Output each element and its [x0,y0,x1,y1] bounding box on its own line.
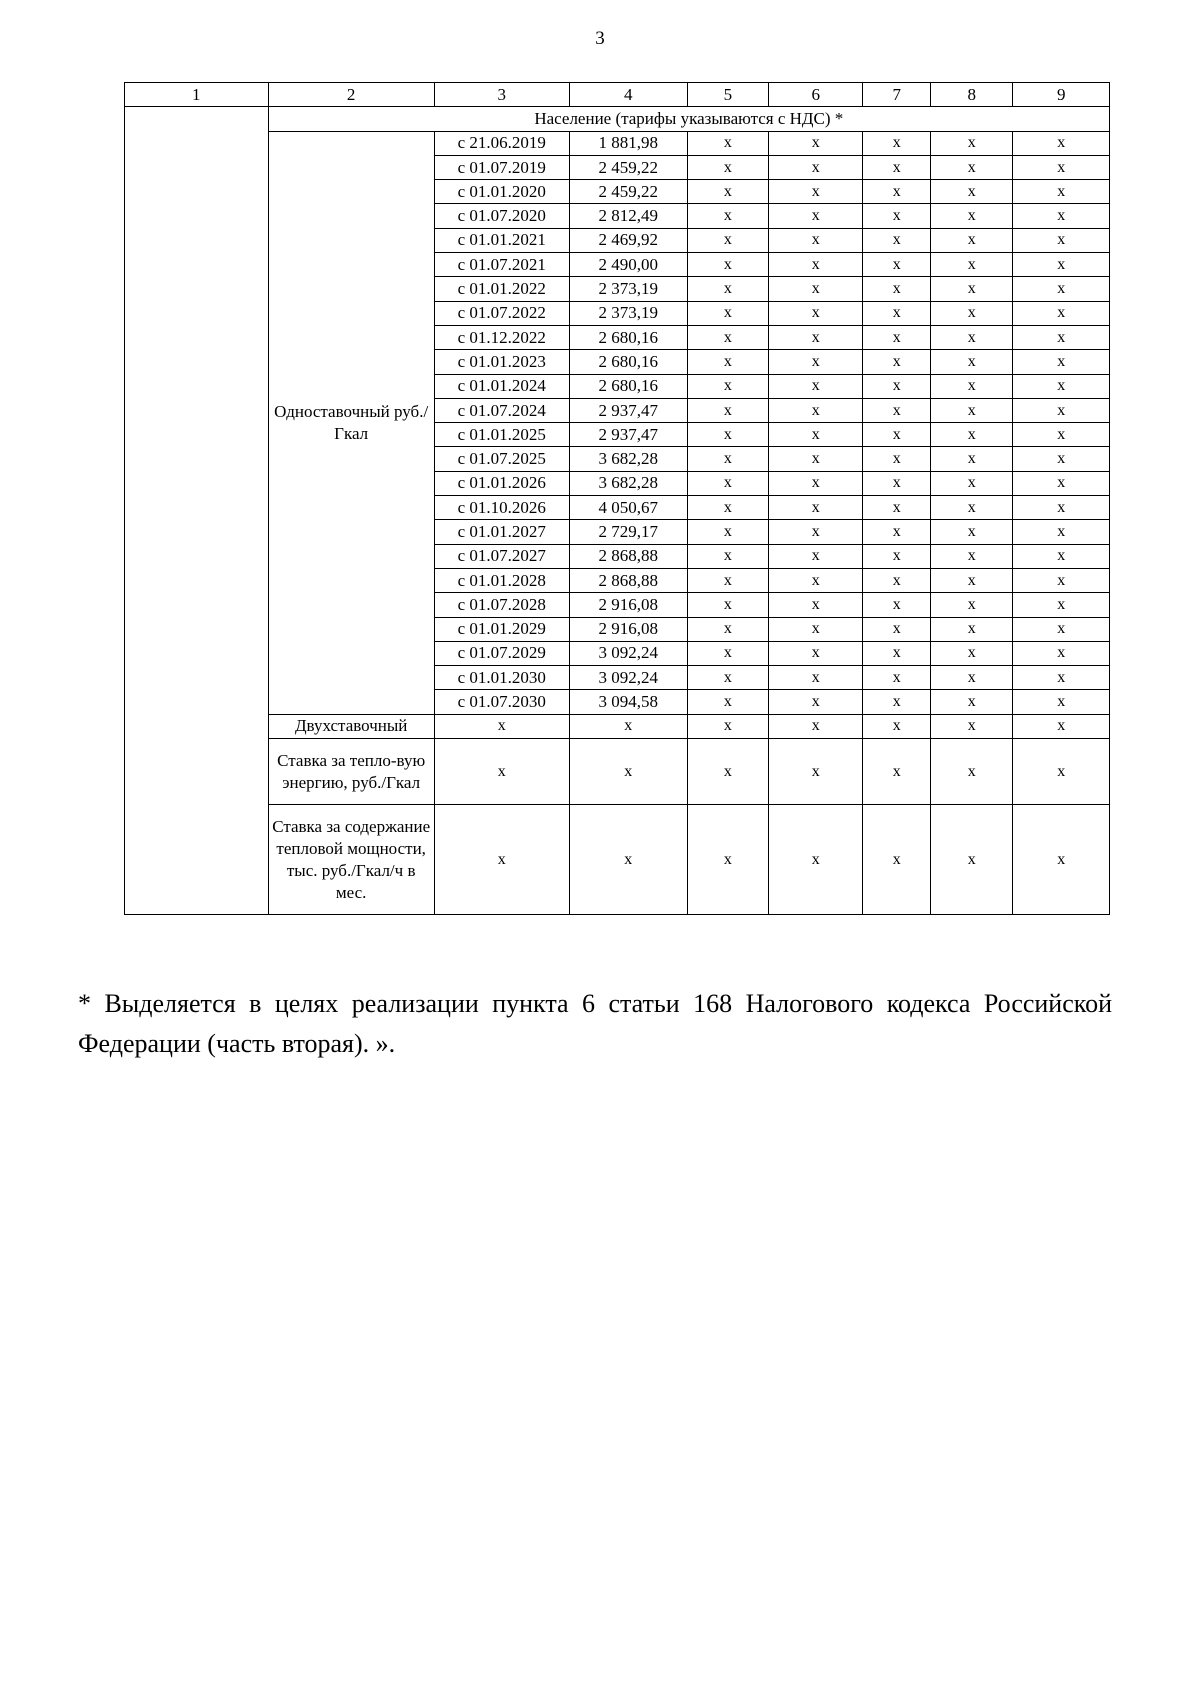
x-mark: x [687,617,768,641]
header-cell: 5 [687,83,768,107]
tariff-value: 2 937,47 [569,398,687,422]
x-mark: x [863,253,931,277]
tariff-value: 2 459,22 [569,180,687,204]
two-rate-label: Двухставочный [268,714,434,738]
x-mark: x [434,714,569,738]
x-mark: x [930,325,1013,349]
x-mark: x [863,325,931,349]
x-mark: x [769,447,863,471]
x-mark: x [1013,228,1110,252]
section-row [125,107,1110,131]
header-cell: 4 [569,83,687,107]
x-mark: x [569,714,687,738]
x-mark: x [930,253,1013,277]
x-mark: x [1013,398,1110,422]
x-mark: x [769,471,863,495]
footnote [78,984,1112,1064]
effective-date: с 01.01.2021 [434,228,569,252]
x-mark: x [863,568,931,592]
x-mark: x [930,544,1013,568]
x-mark: x [1013,739,1110,805]
header-cell: 6 [769,83,863,107]
header-row [125,83,1110,107]
effective-date: с 21.06.2019 [434,131,569,155]
x-mark: x [687,350,768,374]
x-mark: x [1013,666,1110,690]
tariff-row [125,131,1110,155]
effective-date: с 01.01.2025 [434,423,569,447]
tariff-value: 3 094,58 [569,690,687,714]
x-mark: x [687,398,768,422]
x-mark: x [863,204,931,228]
energy-rate-row [125,739,1110,805]
x-mark: x [863,714,931,738]
x-mark: x [1013,350,1110,374]
tariff-value: 2 490,00 [569,253,687,277]
x-mark: x [687,593,768,617]
effective-date: с 01.07.2028 [434,593,569,617]
x-mark: x [1013,520,1110,544]
effective-date: с 01.01.2029 [434,617,569,641]
x-mark: x [769,641,863,665]
x-mark: x [930,204,1013,228]
x-mark: x [569,805,687,915]
x-mark: x [863,666,931,690]
effective-date: с 01.12.2022 [434,325,569,349]
tariff-value: 2 373,19 [569,301,687,325]
x-mark: x [687,641,768,665]
x-mark: x [930,398,1013,422]
x-mark: x [769,325,863,349]
x-mark: x [930,690,1013,714]
x-mark: x [1013,568,1110,592]
x-mark: x [863,641,931,665]
effective-date: с 01.07.2027 [434,544,569,568]
tariff-value: 3 092,24 [569,666,687,690]
x-mark: x [930,447,1013,471]
x-mark: x [863,739,931,805]
effective-date: с 01.10.2026 [434,496,569,520]
x-mark: x [769,204,863,228]
x-mark: x [687,228,768,252]
x-mark: x [769,301,863,325]
x-mark: x [930,496,1013,520]
x-mark: x [769,544,863,568]
x-mark: x [687,714,768,738]
x-mark: x [769,805,863,915]
x-mark: x [930,180,1013,204]
tariff-value: 4 050,67 [569,496,687,520]
x-mark: x [863,131,931,155]
x-mark: x [1013,714,1110,738]
x-mark: x [769,228,863,252]
x-mark: x [863,496,931,520]
effective-date: с 01.01.2026 [434,471,569,495]
effective-date: с 01.01.2023 [434,350,569,374]
x-mark: x [1013,447,1110,471]
x-mark: x [769,690,863,714]
x-mark: x [930,374,1013,398]
x-mark: x [1013,277,1110,301]
x-mark: x [687,423,768,447]
x-mark: x [1013,423,1110,447]
x-mark: x [1013,593,1110,617]
x-mark: x [930,277,1013,301]
x-mark: x [769,350,863,374]
energy-rate-label: Ставка за тепло-вую энергию, руб./Гкал [268,739,434,805]
effective-date: с 01.01.2027 [434,520,569,544]
x-mark: x [863,350,931,374]
x-mark: x [863,593,931,617]
footnote-text: * Выделяется в целях реализации пункта 6 статьи 168 Налогового кодекса Российской Федерации (часть вторая). ». [78,989,1112,1058]
x-mark: x [769,277,863,301]
tariff-value: 2 469,92 [569,228,687,252]
x-mark: x [863,690,931,714]
x-mark: x [769,180,863,204]
x-mark: x [930,617,1013,641]
effective-date: с 01.07.2029 [434,641,569,665]
x-mark: x [930,714,1013,738]
tariff-value: 2 812,49 [569,204,687,228]
x-mark: x [687,253,768,277]
effective-date: с 01.07.2021 [434,253,569,277]
x-mark: x [930,228,1013,252]
tariff-value: 2 916,08 [569,593,687,617]
x-mark: x [687,301,768,325]
page-number: 3 [595,28,605,49]
x-mark: x [1013,253,1110,277]
tariff-value: 2 373,19 [569,277,687,301]
tariff-value: 3 092,24 [569,641,687,665]
effective-date: с 01.07.2020 [434,204,569,228]
x-mark: x [434,739,569,805]
x-mark: x [769,714,863,738]
x-mark: x [769,666,863,690]
x-mark: x [863,423,931,447]
x-mark: x [1013,180,1110,204]
x-mark: x [687,739,768,805]
x-mark: x [930,350,1013,374]
tariff-value: 2 680,16 [569,325,687,349]
effective-date: с 01.07.2030 [434,690,569,714]
x-mark: x [687,204,768,228]
tariff-value: 2 868,88 [569,568,687,592]
x-mark: x [930,805,1013,915]
x-mark: x [687,180,768,204]
x-mark: x [769,617,863,641]
x-mark: x [687,496,768,520]
effective-date: с 01.01.2022 [434,277,569,301]
x-mark: x [863,471,931,495]
x-mark: x [687,805,768,915]
x-mark: x [569,739,687,805]
capacity-rate-row [125,805,1110,915]
tariff-value: 2 916,08 [569,617,687,641]
effective-date: с 01.07.2024 [434,398,569,422]
header-cell: 2 [268,83,434,107]
x-mark: x [930,301,1013,325]
effective-date: с 01.07.2019 [434,155,569,179]
x-mark: x [1013,374,1110,398]
x-mark: x [1013,301,1110,325]
tariff-value: 2 459,22 [569,155,687,179]
x-mark: x [930,471,1013,495]
effective-date: с 01.01.2020 [434,180,569,204]
x-mark: x [930,423,1013,447]
x-mark: x [769,374,863,398]
x-mark: x [930,641,1013,665]
x-mark: x [863,277,931,301]
x-mark: x [687,374,768,398]
tariff-value: 3 682,28 [569,447,687,471]
effective-date: с 01.01.2030 [434,666,569,690]
x-mark: x [687,131,768,155]
header-cell: 9 [1013,83,1110,107]
x-mark: x [863,805,931,915]
effective-date: с 01.07.2022 [434,301,569,325]
x-mark: x [687,690,768,714]
x-mark: x [930,155,1013,179]
tariff-value: 1 881,98 [569,131,687,155]
x-mark: x [930,131,1013,155]
x-mark: x [1013,544,1110,568]
x-mark: x [1013,155,1110,179]
x-mark: x [687,520,768,544]
x-mark: x [930,739,1013,805]
x-mark: x [687,325,768,349]
x-mark: x [863,447,931,471]
x-mark: x [687,666,768,690]
x-mark: x [769,253,863,277]
single-rate-label: Одноставочный руб./Гкал [268,131,434,714]
x-mark: x [769,739,863,805]
header-cell: 1 [125,83,269,107]
tariff-value: 2 937,47 [569,423,687,447]
x-mark: x [863,301,931,325]
effective-date: с 01.01.2024 [434,374,569,398]
x-mark: x [687,544,768,568]
tariff-value: 2 680,16 [569,374,687,398]
x-mark: x [1013,325,1110,349]
x-mark: x [863,617,931,641]
x-mark: x [769,398,863,422]
two-rate-row [125,714,1110,738]
x-mark: x [687,471,768,495]
x-mark: x [863,520,931,544]
tariff-value: 3 682,28 [569,471,687,495]
effective-date: с 01.01.2028 [434,568,569,592]
x-mark: x [769,131,863,155]
x-mark: x [863,398,931,422]
x-mark: x [769,423,863,447]
x-mark: x [1013,204,1110,228]
x-mark: x [1013,131,1110,155]
x-mark: x [1013,641,1110,665]
x-mark: x [687,277,768,301]
x-mark: x [769,520,863,544]
tariff-value: 2 868,88 [569,544,687,568]
x-mark: x [863,180,931,204]
x-mark: x [434,805,569,915]
x-mark: x [769,593,863,617]
x-mark: x [1013,496,1110,520]
x-mark: x [769,496,863,520]
empty-first-column [125,107,269,915]
header-cell: 8 [930,83,1013,107]
x-mark: x [687,568,768,592]
x-mark: x [930,568,1013,592]
capacity-rate-label: Ставка за содержание тепловой мощности, тыс. руб./Гкал/ч в мес. [268,805,434,915]
x-mark: x [863,544,931,568]
x-mark: x [1013,805,1110,915]
x-mark: x [687,447,768,471]
header-cell: 3 [434,83,569,107]
header-cell: 7 [863,83,931,107]
x-mark: x [1013,690,1110,714]
x-mark: x [930,593,1013,617]
section-title: Население (тарифы указываются с НДС) * [268,107,1109,131]
x-mark: x [1013,471,1110,495]
x-mark: x [769,155,863,179]
tariff-value: 2 680,16 [569,350,687,374]
x-mark: x [930,520,1013,544]
tariff-value: 2 729,17 [569,520,687,544]
x-mark: x [687,155,768,179]
tariff-table [124,82,1110,915]
x-mark: x [863,228,931,252]
x-mark: x [863,374,931,398]
effective-date: с 01.07.2025 [434,447,569,471]
x-mark: x [930,666,1013,690]
x-mark: x [1013,617,1110,641]
x-mark: x [769,568,863,592]
x-mark: x [863,155,931,179]
